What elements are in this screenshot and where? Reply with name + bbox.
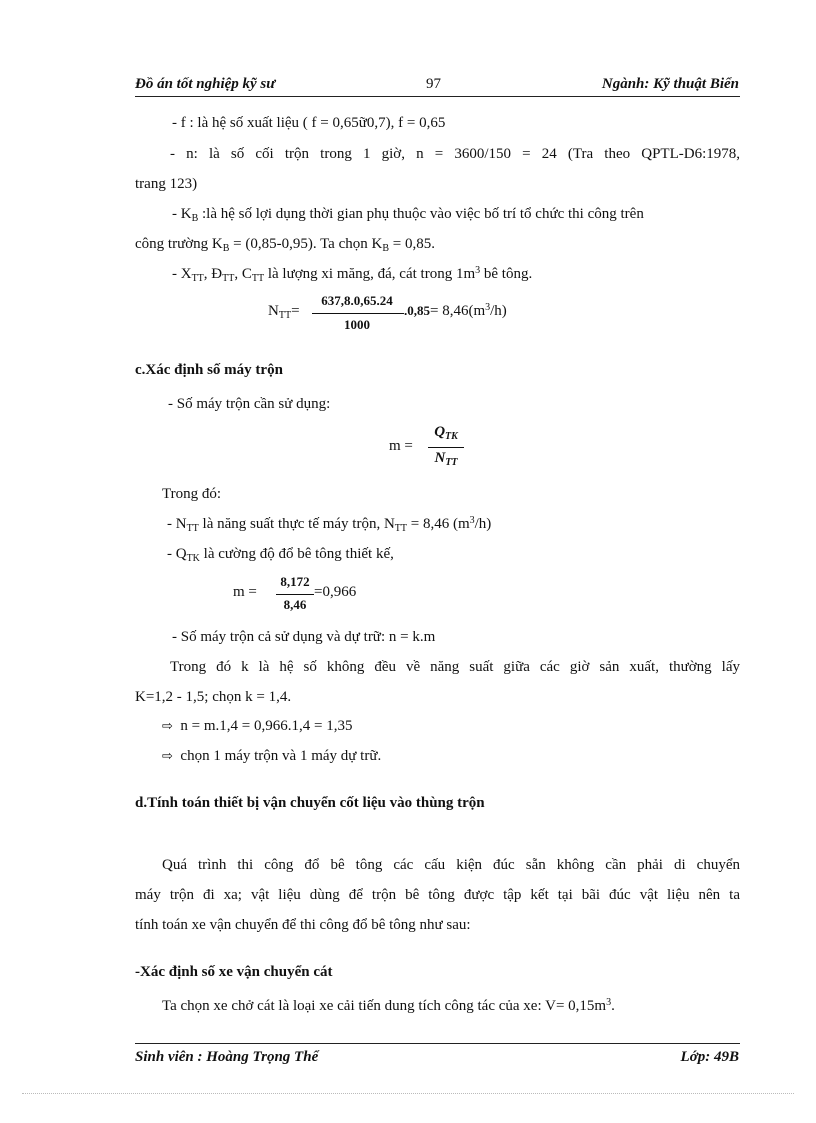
fraction-numerator: $Q_{TK}$	[434, 424, 458, 442]
text-line: - f : là hệ số xuất liệu ( f = 0,65ữ0,7), f = 0,65	[172, 115, 446, 131]
text-line: - $N_{TT}$ là năng suất thực tế máy trộn, $N_{TT} = 8,46$ $(m^3/h)$	[167, 515, 492, 534]
text-line: - Số máy trộn cần sử dụng:	[168, 396, 331, 412]
text-line: Quá trình thi công đổ bê tông các cấu kiện đúc sẵn không cần phải di chuyển	[162, 857, 740, 873]
fraction-bar	[312, 313, 404, 314]
text-line: K=1,2 - 1,5; chọn k = 1,4.	[135, 689, 292, 705]
text-line: - $X_{TT}$, $Đ_{TT}$, $C_{TT}$ là lượng xi măng, đá, cát trong $1m^3$ bê tông.	[172, 265, 533, 284]
arrow-right-icon: ⇨	[162, 749, 173, 764]
text-line: - n: là số cối trộn trong 1 giờ, n = 3600/150 = 24 (Tra theo QPTL-D6:1978,	[170, 146, 740, 162]
text-line: máy trộn đi xa; vật liệu dùng để trộn bê tông được tập kết tại bãi đúc vật liệu nên ta	[135, 887, 740, 903]
text-line: - Số máy trộn cả sử dụng và dự trữ: n = k.m	[172, 629, 436, 645]
section-heading: c.Xác định số máy trộn	[135, 362, 283, 378]
header-title: Đồ án tốt nghiệp kỹ sư	[135, 76, 276, 92]
text-line: trang 123)	[135, 176, 198, 192]
text-line: Ta chọn xe chở cát là loại xe cải tiến dung tích công tác của xe: $V= 0,15m^3$.	[162, 997, 615, 1014]
text-line: tính toán xe vận chuyển để thi công đổ bê tông như sau:	[135, 917, 471, 933]
fraction-bar	[428, 447, 464, 448]
page-edge-divider	[22, 1093, 794, 1094]
header-rule	[135, 96, 740, 97]
fraction-denominator: 1000	[344, 317, 370, 332]
fraction-denominator: $N_{TT}$	[434, 450, 458, 468]
section-heading: d.Tính toán thiết bị vận chuyển cốt liệu vào thùng trộn	[135, 795, 485, 811]
text-line: - $Q_{TK}$ là cường độ đổ bê tông thiết kế,	[167, 546, 394, 564]
text-line: ⇨ n = m.1,4 = 0,966.1,4 = 1,35	[162, 718, 353, 734]
text-line: - $K_B$ :là hệ số lợi dụng thời gian phụ thuộc vào việc bố trí tổ chức thi công trên	[172, 206, 644, 224]
fraction-numerator: 637,8.0,65.24	[321, 293, 393, 308]
footer-rule	[135, 1043, 740, 1044]
fraction-denominator: 8,46	[283, 597, 307, 612]
fraction-bar	[276, 594, 314, 595]
text-line: Trong đó k là hệ số không đều về năng suất giữa các giờ sản xuất, thường lấy	[170, 659, 740, 675]
page-number: 97	[426, 76, 441, 92]
footer-student: Sinh viên : Hoàng Trọng Thể	[135, 1049, 319, 1065]
text-line: ⇨ chọn 1 máy trộn và 1 máy dự trữ.	[162, 748, 382, 764]
fraction-numerator: 8,172	[280, 574, 310, 589]
text-line: Trong đó:	[162, 486, 222, 502]
header-field: Ngành: Kỹ thuật Biển	[601, 76, 739, 92]
arrow-right-icon: ⇨	[162, 719, 173, 734]
footer-class: Lớp: 49B	[680, 1049, 739, 1065]
text-line: công trường $K_B = (0,85-0,95)$. Ta chọn $K_B = 0,85$.	[135, 236, 435, 254]
section-heading: -Xác định số xe vận chuyển cát	[135, 964, 333, 980]
